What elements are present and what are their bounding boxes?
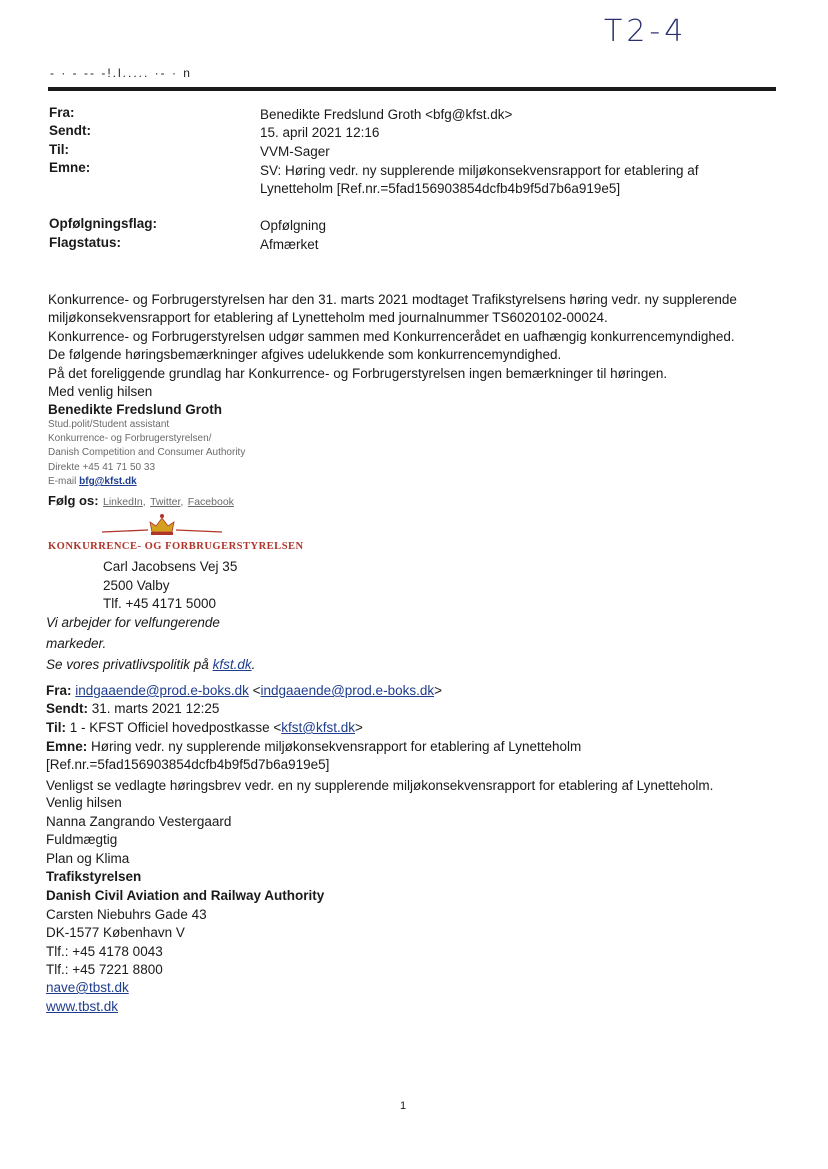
forward-from-address-link[interactable]: indgaaende@prod.e-boks.dk <box>260 683 435 698</box>
sent-value: 15. april 2021 12:16 <box>260 125 380 140</box>
forward-sender-dept: Plan og Klima <box>46 851 130 866</box>
address-line-2: 2500 Valby <box>103 578 170 593</box>
address-line-1: Carl Jacobsens Vej 35 <box>103 559 238 574</box>
motto-line-1: Vi arbejder for velfungerende <box>46 615 220 630</box>
forward-from-link[interactable]: indgaaende@prod.e-boks.dk <box>75 683 249 698</box>
forward-to-value: 1 - KFST Officiel hovedpostkasse < <box>69 720 282 735</box>
forward-to-link[interactable]: kfst@kfst.dk <box>281 720 355 735</box>
forward-from-lt: < <box>252 683 261 698</box>
separator-1: , <box>142 496 146 508</box>
linkedin-link[interactable]: LinkedIn <box>103 496 143 508</box>
flag-value: Opfølgning <box>260 218 327 233</box>
forward-org-english: Danish Civil Aviation and Railway Authority <box>46 888 325 903</box>
motto-line-2: markeder. <box>46 636 107 651</box>
forward-phone-1: Tlf.: +45 4178 0043 <box>46 944 163 959</box>
forward-email-link[interactable]: nave@tbst.dk <box>46 980 129 995</box>
forward-sent-row <box>46 700 219 719</box>
forward-city: DK-1577 København V <box>46 925 185 940</box>
separator-2: , <box>180 496 184 508</box>
forward-body-text: Venligst se vedlagte høringsbrev vedr. en ny supplerende miljøkonsekvensrapport for etablering af Lynetteholm. <box>46 778 714 793</box>
privacy-link[interactable]: kfst.dk <box>212 657 252 672</box>
closing-greeting: Med venlig hilsen <box>48 384 153 399</box>
forward-from-row <box>46 682 442 701</box>
to-value: VVM-Sager <box>260 144 330 159</box>
signature-org-1: Konkurrence- og Forbrugerstyrelsen/ <box>48 433 212 444</box>
flag-status-value: Afmærket <box>260 237 319 252</box>
to-label: Til: <box>49 142 69 157</box>
forward-website-link[interactable]: www.tbst.dk <box>46 999 119 1014</box>
crown-logo-icon <box>100 512 224 538</box>
forward-sent-value: 31. marts 2021 12:25 <box>91 701 220 716</box>
forward-to-label: Til: <box>46 720 66 735</box>
signature-name: Benedikte Fredslund Groth <box>48 402 223 417</box>
forward-subject-row <box>46 738 581 757</box>
forward-org: Trafikstyrelsen <box>46 869 142 884</box>
handwritten-annotation: T2-4 <box>604 14 688 49</box>
forward-sent-label: Sendt: <box>46 701 88 716</box>
follow-us-row <box>48 492 234 510</box>
forward-phone-2: Tlf.: +45 7221 8800 <box>46 962 163 977</box>
body-paragraph-2: Konkurrence- og Forbrugerstyrelsen udgør sammen med Konkurrencerådet en uafhængig konkurrencemyndighed. <box>48 329 735 344</box>
body-paragraph-1-line-1: Konkurrence- og Forbrugerstyrelsen har den 31. marts 2021 modtaget Trafikstyrelsens høring vedr. ny supplerende <box>48 292 737 307</box>
signature-org-2: Danish Competition and Consumer Authority <box>48 447 246 458</box>
flag-label: Opfølgningsflag: <box>49 216 157 231</box>
body-paragraph-1-line-2: miljøkonsekvensrapport for etablering af Lynetteholm med journalnummer TS6020102-00024. <box>48 310 608 325</box>
signature-direct-phone: Direkte +45 41 71 50 33 <box>48 462 156 473</box>
subject-label: Emne: <box>49 160 91 175</box>
from-label: Fra: <box>49 105 75 120</box>
forward-subject-label: Emne: <box>46 739 88 754</box>
subject-line-1: SV: Høring vedr. ny supplerende miljøkonsekvensrapport for etablering af <box>260 163 699 178</box>
body-paragraph-3: De følgende høringsbemærkninger afgives udelukkende som konkurrencemyndighed. <box>48 347 562 362</box>
forward-subject-ref: [Ref.nr.=5fad156903854dcfb4b9f5d7b6a919e5] <box>46 757 330 772</box>
body-paragraph-4: På det foreliggende grundlag har Konkurrence- og Forbrugerstyrelsen ingen bemærkninger til høringen. <box>48 366 668 381</box>
subject-line-2: Lynetteholm [Ref.nr.=5fad156903854dcfb4b9f5d7b6a919e5] <box>260 181 621 196</box>
signature-email-label: E-mail <box>48 476 77 487</box>
from-value: Benedikte Fredslund Groth <bfg@kfst.dk> <box>260 107 513 122</box>
forward-to-end: > <box>354 720 363 735</box>
forward-from-label: Fra: <box>46 683 72 698</box>
signature-email-link[interactable]: bfg@kfst.dk <box>79 476 137 487</box>
sent-label: Sendt: <box>49 123 91 138</box>
forward-sender-title: Fuldmægtig <box>46 832 118 847</box>
twitter-link[interactable]: Twitter <box>150 496 181 508</box>
follow-us-label: Følg os: <box>48 493 99 508</box>
header-rule <box>48 87 776 91</box>
forward-to-row <box>46 719 363 738</box>
privacy-row <box>46 656 255 675</box>
page-number: 1 <box>400 1100 407 1112</box>
forward-greeting: Venlig hilsen <box>46 795 122 810</box>
forward-sender-name: Nanna Zangrando Vestergaard <box>46 814 232 829</box>
forward-street: Carsten Niebuhrs Gade 43 <box>46 907 207 922</box>
privacy-text: Se vores privatlivspolitik på <box>46 657 209 672</box>
brand-name: KONKURRENCE- OG FORBRUGERSTYRELSEN <box>48 541 304 552</box>
forward-from-gt: > <box>434 683 442 698</box>
redacted-sender: - · - -- -!.l..... ·- · n <box>50 66 192 80</box>
flag-status-label: Flagstatus: <box>49 235 122 250</box>
facebook-link[interactable]: Facebook <box>187 496 234 508</box>
forward-subject-value: Høring vedr. ny supplerende miljøkonsekvensrapport for etablering af Lynetteholm <box>91 739 582 754</box>
address-phone: Tlf. +45 4171 5000 <box>103 596 216 611</box>
signature-title: Stud.polit/Student assistant <box>48 419 170 430</box>
signature-email-row <box>48 475 137 490</box>
privacy-end: . <box>251 657 256 672</box>
